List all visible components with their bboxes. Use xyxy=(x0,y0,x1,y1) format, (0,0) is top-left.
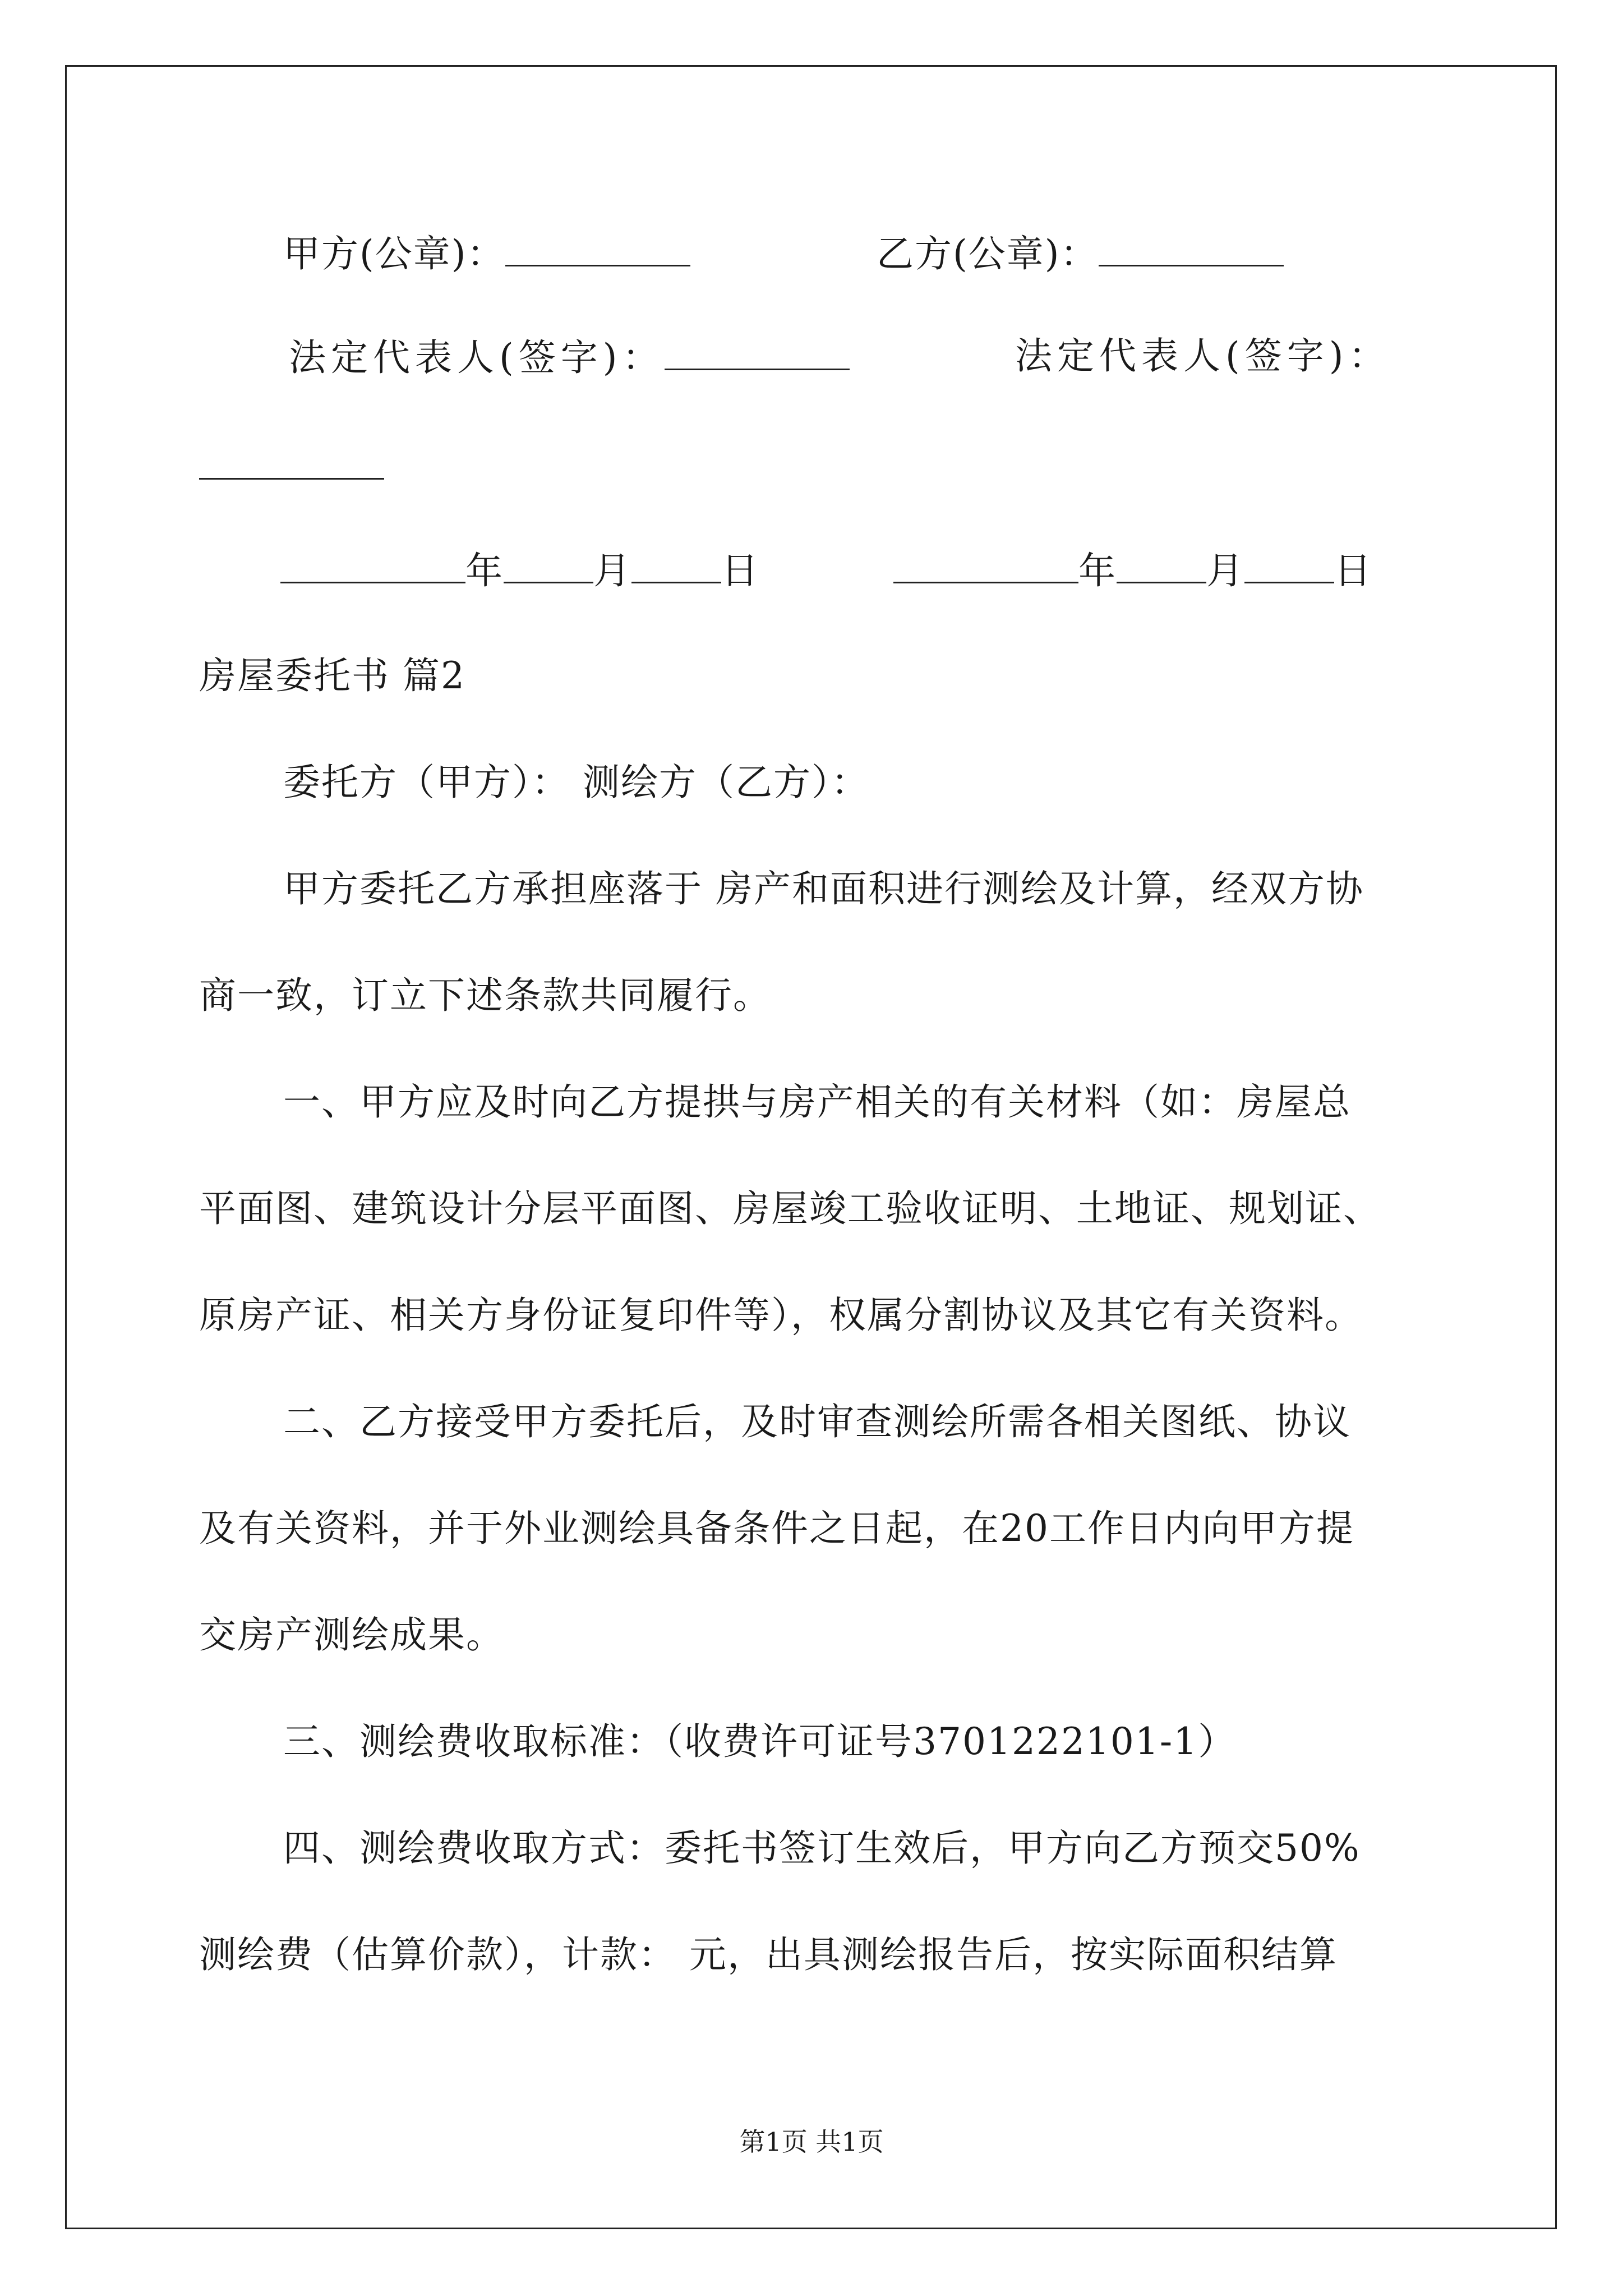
clause2-line-2: 及有关资料，并于外业测绘具备条件之日起，在20工作日内向甲方提 xyxy=(199,1507,1354,1550)
date-b-line xyxy=(893,547,1372,593)
date-a-day-blank xyxy=(631,547,721,583)
clause4-line-2: 测绘费（估算价款），计款： 元，出具测绘报告后，按实际面积结算 xyxy=(199,1933,1338,1976)
date-a-day: 日 xyxy=(721,549,759,592)
party-a-seal-line xyxy=(283,230,690,277)
date-b-month: 月 xyxy=(1206,549,1244,592)
party-b-seal-label: 乙方(公章)： xyxy=(877,232,1099,275)
intro-line-1: 甲方委托乙方承担座落于 房产和面积进行测绘及计算，经双方协 xyxy=(283,867,1364,910)
section-heading: 房屋委托书 篇2 xyxy=(199,654,465,697)
date-b-month-blank xyxy=(1117,547,1206,583)
legal-rep-b-line xyxy=(1015,334,1391,379)
date-b-day-blank xyxy=(1244,547,1334,583)
date-b-year: 年 xyxy=(1078,549,1117,592)
date-a-month: 月 xyxy=(593,549,631,592)
party-a-seal-label: 甲方(公章)： xyxy=(283,232,505,275)
intro-line-2: 商一致，订立下述条款共同履行。 xyxy=(199,974,771,1017)
clause4-line-1: 四、测绘费收取方式：委托书签订生效后，甲方向乙方预交50% xyxy=(283,1826,1361,1870)
date-a-year-blank xyxy=(280,547,465,583)
clause1-line-3: 原房产证、相关方身份证复印件等），权属分割协议及其它有关资料。 xyxy=(199,1294,1363,1337)
parties-line: 委托方（甲方）： 测绘方（乙方）： xyxy=(283,761,869,804)
legal-rep-a-label: 法定代表人(签字)： xyxy=(289,336,665,379)
clause2-line-3: 交房产测绘成果。 xyxy=(199,1613,504,1657)
clause2-line-1: 二、乙方接受甲方委托后，及时审查测绘所需各相关图纸、协议 xyxy=(283,1400,1351,1443)
date-b-year-blank xyxy=(893,547,1078,583)
clause3-line: 三、测绘费收取标准：（收费许可证号3701222101-1） xyxy=(283,1720,1237,1763)
date-a-line xyxy=(280,547,759,593)
party-a-seal-blank xyxy=(505,230,690,266)
date-a-month-blank xyxy=(504,547,593,583)
legal-rep-a-blank xyxy=(665,334,850,370)
clause1-line-2: 平面图、建筑设计分层平面图、房屋竣工验收证明、土地证、规划证、 xyxy=(199,1187,1381,1230)
legal-rep-b-label: 法定代表人(签字)： xyxy=(1015,334,1391,378)
party-b-seal-line xyxy=(877,230,1284,277)
date-b-day: 日 xyxy=(1334,549,1372,592)
clause1-line-1: 一、甲方应及时向乙方提拱与房产相关的有关材料（如：房屋总 xyxy=(283,1080,1351,1124)
date-a-year: 年 xyxy=(465,549,504,592)
page-border xyxy=(65,65,1557,2229)
party-b-seal-blank xyxy=(1099,230,1284,266)
legal-rep-b-blank-line xyxy=(199,443,384,490)
legal-rep-b-blank xyxy=(199,443,384,480)
page-footer: 第1页 共1页 xyxy=(739,2127,884,2157)
legal-rep-a-line xyxy=(289,334,850,380)
